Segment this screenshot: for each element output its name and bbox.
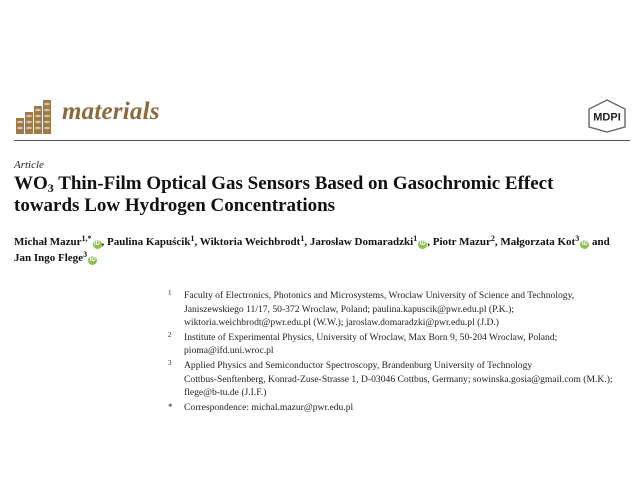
- author-separator: and: [589, 236, 610, 248]
- correspondence-text: Correspondence: michal.mazur@pwr.edu.pl: [184, 401, 354, 413]
- author-separator: ,: [101, 236, 108, 248]
- materials-logo-icon: [14, 94, 56, 136]
- affiliation-number: 1: [168, 289, 172, 297]
- author-name[interactable]: Piotr Mazur: [432, 236, 491, 248]
- author-affiliation-marker: 1: [413, 234, 418, 243]
- affiliation-number: 3: [168, 358, 172, 367]
- affiliation-item: [168, 359, 618, 400]
- author-affiliation-marker: 1: [190, 234, 195, 243]
- affiliations: [168, 289, 618, 415]
- author-name[interactable]: Wiktoria Weichbrodt: [199, 236, 301, 248]
- correspondence-marker: *: [168, 401, 173, 412]
- author-name[interactable]: Jan Ingo Flege: [14, 252, 84, 264]
- author-name[interactable]: Michał Mazur: [14, 236, 82, 248]
- author-separator: ,: [194, 236, 200, 248]
- author-affiliation-marker: 1: [300, 234, 305, 243]
- orcid-icon[interactable]: iD: [89, 257, 96, 263]
- affiliation-item: [168, 289, 618, 330]
- author-name[interactable]: Paulina Kapuścik: [107, 236, 191, 248]
- affiliation-number: 2: [168, 330, 172, 339]
- author-separator: ,: [494, 236, 501, 248]
- correspondence: [168, 401, 618, 415]
- author-separator: ,: [304, 236, 310, 248]
- author-affiliation-marker: 3: [575, 234, 580, 243]
- orcid-icon[interactable]: iD: [419, 241, 426, 247]
- article-title: [14, 173, 614, 217]
- article-type: Article: [14, 159, 44, 171]
- orcid-icon[interactable]: iD: [581, 241, 588, 247]
- affiliation-line: Cottbus-Senftenberg, Konrad-Zuse-Strasse 1, D-03046 Cottbus, Germany; sowinska.gosia@gmail.com (M.K.);: [184, 373, 613, 385]
- header-divider: [14, 140, 630, 141]
- affiliation-line: Faculty of Electronics, Photonics and Microsystems, Wroclaw University of Science and Technology,: [184, 290, 575, 301]
- publisher-name: MDPI: [593, 111, 621, 124]
- affiliation-line: flege@b-tu.de (J.I.F.): [184, 387, 267, 399]
- title-part1: WO: [14, 173, 48, 194]
- author-name[interactable]: Jarosław Domaradzki: [309, 236, 414, 248]
- title-part2: Thin-Film Optical Gas Sensors Based on Gasochromic Effect towards Low Hydrogen Concentrations: [14, 173, 554, 216]
- author-name[interactable]: Małgorzata Kot: [500, 236, 576, 248]
- author-list: [14, 234, 624, 266]
- author-separator: ,: [427, 236, 433, 248]
- affiliation-item: [168, 331, 618, 358]
- affiliation-line: Janiszewskiego 11/17, 50-372 Wroclaw, Poland; paulina.kapuscik@pwr.edu.pl (P.K.);: [184, 303, 514, 315]
- author-affiliation-marker: 3: [83, 250, 88, 259]
- mdpi-logo-icon: [584, 98, 630, 134]
- affiliation-line: pioma@ifd.uni.wroc.pl: [184, 345, 274, 357]
- title-subscript: 3: [47, 181, 54, 195]
- journal-header: [14, 94, 630, 140]
- orcid-icon[interactable]: iD: [94, 241, 101, 247]
- journal-name: materials: [62, 98, 160, 125]
- affiliation-line: wiktoria.weichbrodt@pwr.edu.pl (W.W.); jaroslaw.domaradzki@pwr.edu.pl (J.D.): [184, 317, 500, 329]
- author-affiliation-marker: 2: [490, 234, 495, 243]
- affiliation-line: Applied Physics and Semiconductor Spectroscopy, Brandenburg University of Technology: [184, 359, 533, 371]
- affiliation-line: Institute of Experimental Physics, University of Wroclaw, Max Born 9, 50-204 Wroclaw, Poland;: [184, 331, 558, 343]
- author-affiliation-marker: 1,*: [81, 234, 92, 243]
